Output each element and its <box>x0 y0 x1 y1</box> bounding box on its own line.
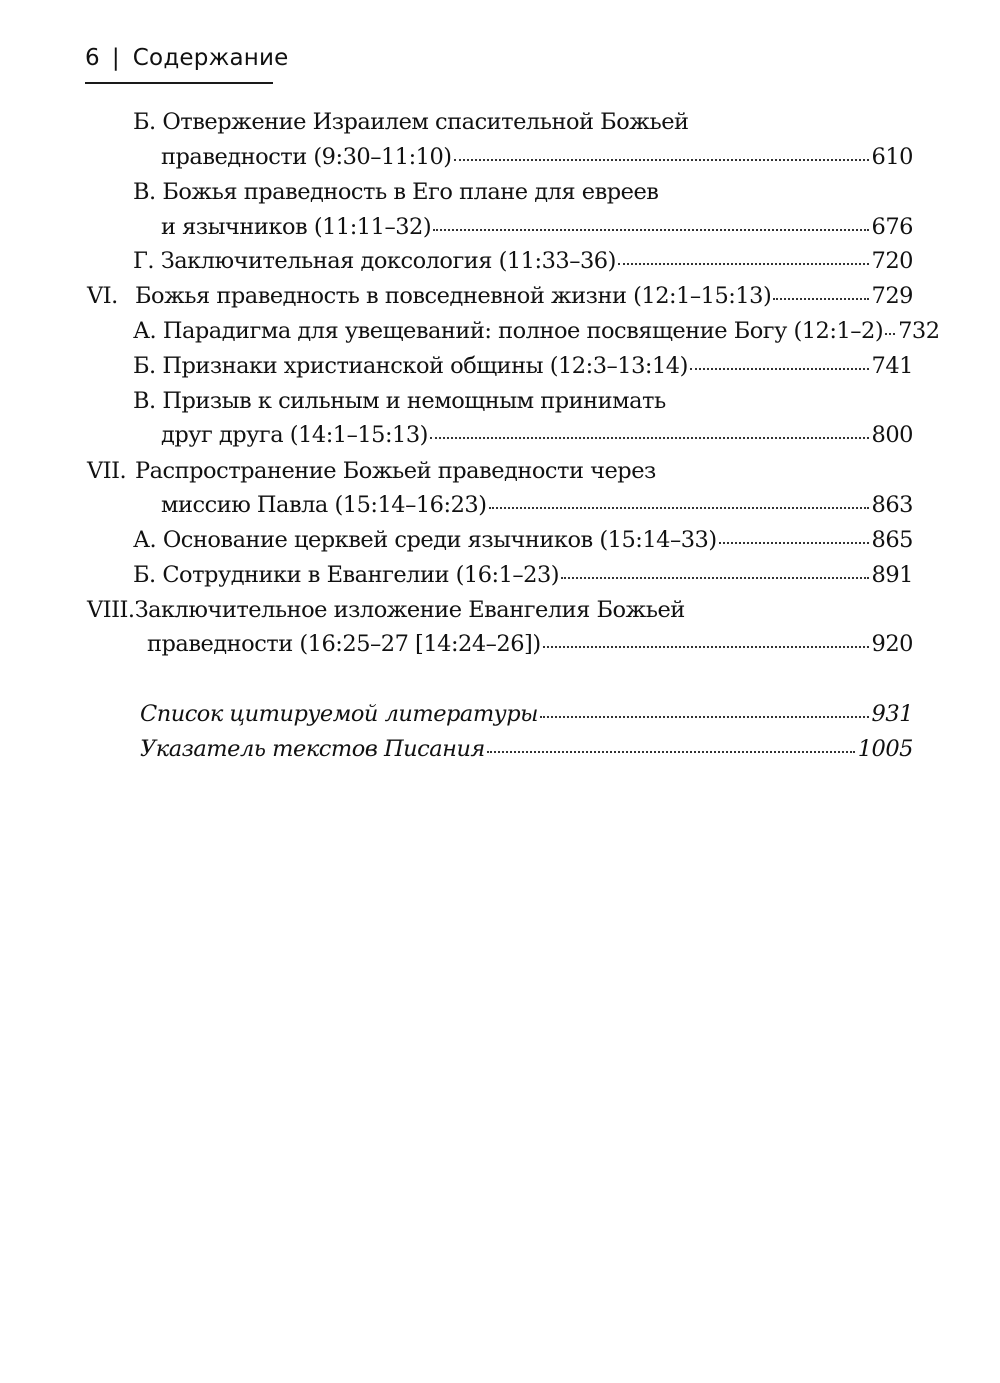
toc-page-number: 720 <box>871 248 913 274</box>
toc-page-number: 891 <box>871 562 913 588</box>
toc-entry-title: и язычников (11:11–32) <box>161 214 432 240</box>
toc-page-number: 741 <box>871 353 913 379</box>
toc-entry-part-6[interactable] <box>87 283 913 309</box>
toc-entry-v-plan[interactable] <box>161 214 913 240</box>
toc-entry-title: А. Основание церквей среди язычников (15:14–33) <box>133 527 717 553</box>
toc-page-number: 1005 <box>857 736 913 762</box>
toc-page-number: 863 <box>871 492 913 518</box>
toc-entry-title: друг друга (14:1–15:13) <box>161 422 428 448</box>
toc-page-number: 865 <box>871 527 913 553</box>
toc-entry-v-call-line1: В. Призыв к сильным и немощным принимать <box>133 388 666 414</box>
toc-entry-title: Г. Заключительная доксология (11:33–36) <box>133 248 616 274</box>
toc-entry-b-rejection[interactable] <box>161 144 913 170</box>
toc-entry-title: Б. Признаки христианской общины (12:3–13:14) <box>133 353 688 379</box>
toc-entry-scripture-index[interactable] <box>140 736 913 762</box>
toc-entry-v-plan-line1: В. Божья праведность в Его плане для евреев <box>133 179 659 205</box>
dot-leader <box>540 716 869 718</box>
toc-page-number: 931 <box>871 701 913 727</box>
dot-leader <box>454 159 869 161</box>
toc-page-number: 676 <box>871 214 913 240</box>
dot-leader <box>719 542 869 544</box>
toc-entry-part-7-line1 <box>87 458 656 484</box>
toc-entry-title: Распространение Божьей праведности через <box>135 458 656 484</box>
toc-entry-part-8[interactable] <box>147 631 913 657</box>
toc-entry-title: Список цитируемой литературы <box>140 701 538 727</box>
header-rule <box>85 82 273 84</box>
dot-leader <box>773 298 868 300</box>
toc-page-number: 610 <box>871 144 913 170</box>
running-head <box>85 45 289 71</box>
running-head-title: Содержание <box>132 45 289 71</box>
dot-leader <box>489 507 869 509</box>
toc-entry-part-7[interactable] <box>161 492 913 518</box>
page-number: 6 <box>85 45 100 71</box>
toc-entry-part-8-line1: VIII.Заключительное изложение Евангелия Божьей <box>87 597 685 623</box>
toc-entry-a-paradigm[interactable] <box>133 318 940 344</box>
dot-leader <box>430 437 869 439</box>
dot-leader <box>561 577 868 579</box>
toc-entry-title: Указатель текстов Писания <box>140 736 485 762</box>
toc-page-number: 920 <box>871 631 913 657</box>
toc-entry-v-call[interactable] <box>161 422 913 448</box>
dot-leader <box>487 751 855 753</box>
toc-page-number: 729 <box>871 283 913 309</box>
toc-entry-title: праведности (16:25–27 [14:24–26]) <box>147 631 541 657</box>
toc-entry-b-rejection-line1: Б. Отвержение Израилем спасительной Божьей <box>133 109 689 135</box>
dot-leader <box>618 263 869 265</box>
toc-page-number: 800 <box>871 422 913 448</box>
toc-entry-title: Б. Сотрудники в Евангелии (16:1–23) <box>133 562 560 588</box>
toc-entry-g-doxology[interactable] <box>133 248 913 274</box>
toc-entry-title: А. Парадигма для увещеваний: полное посвящение Богу (12:1–2) <box>133 318 884 344</box>
dot-leader <box>433 229 868 231</box>
toc-entry-title: праведности (9:30–11:10) <box>161 144 452 170</box>
toc-entry-title: миссию Павла (15:14–16:23) <box>161 492 487 518</box>
toc-entry-a-churches[interactable] <box>133 527 913 553</box>
toc-entry-b-signs[interactable] <box>133 353 913 379</box>
toc-page-number: 732 <box>898 318 940 344</box>
dot-leader <box>885 333 895 335</box>
toc-part-number: VII. <box>87 458 127 484</box>
dot-leader <box>690 368 869 370</box>
toc-entry-b-coworkers[interactable] <box>133 562 913 588</box>
header-separator: | <box>111 45 120 71</box>
toc-entry-bibliography[interactable] <box>140 701 913 727</box>
toc-part-number: VI. <box>87 283 118 309</box>
dot-leader <box>543 646 869 648</box>
toc-entry-title: Божья праведность в повседневной жизни (12:1–15:13) <box>135 283 772 309</box>
